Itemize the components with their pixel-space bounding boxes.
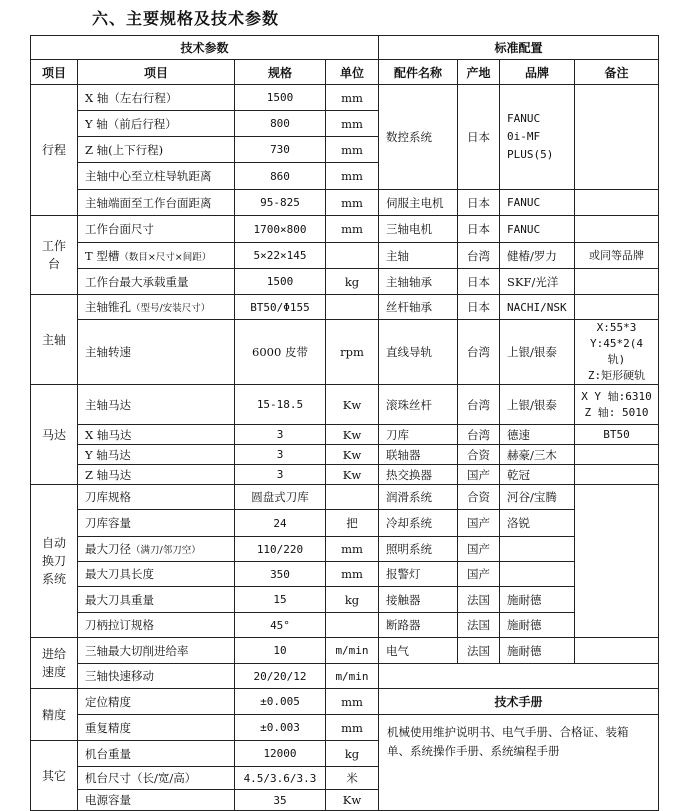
guide-origin: 台湾 [458,320,500,385]
contactor-origin: 法国 [458,587,500,613]
alarm-part: 报警灯 [379,562,458,587]
coupling-note [575,445,659,465]
guide-part: 直线导轨 [379,320,458,385]
heat-exchanger-origin: 国产 [458,465,500,485]
magazine-type-unit [326,485,379,510]
power-unit: Kw [326,790,379,811]
manual-text: 机械使用维护说明书、电气手册、合格证、装箱单、系统操作手册、系统编程手册 [379,715,659,811]
weight-item: 机台重量 [78,741,235,767]
screw-bearing-brand: NACHI/NSK [500,295,575,320]
cut-feed-spec: 10 [235,638,326,664]
section-travel: 行程 [31,85,78,216]
spindle-origin: 台湾 [458,243,500,269]
x-travel-unit: mm [326,85,379,111]
coupling-part: 联轴器 [379,445,458,465]
y-travel-spec: 800 [235,111,326,137]
z-travel-item: Z 轴(上下行程) [78,137,235,163]
table-size-spec: 1700×800 [235,216,326,243]
magazine-origin: 台湾 [458,425,500,445]
cnc-origin: 日本 [458,85,500,190]
table-size-item: 工作台面尺寸 [78,216,235,243]
servo-brand: FANUC [500,190,575,216]
col-spec-header: 规格 [235,60,326,85]
breaker-brand: 施耐德 [500,613,575,638]
spindle-taper-item [78,295,235,320]
spindle-bearing-part: 主轴轴承 [379,269,458,295]
col-part-header: 配件名称 [379,60,458,85]
dimensions-unit: 米 [326,767,379,790]
section-table: 工作台 [31,216,78,295]
col-unit-header: 单位 [326,60,379,85]
cut-feed-item: 三轴最大切削进给率 [78,638,235,664]
col-note-header: 备注 [575,60,659,85]
cnc-brand-line: FANUC [507,112,541,125]
col-item-header: 项目 [78,60,235,85]
guide-note-line: Y:45*2(4 轨) [590,337,643,366]
screw-bearing-part: 丝杆轴承 [379,295,458,320]
servo-part: 伺服主电机 [379,190,458,216]
electrical-note [575,638,659,664]
magazine-capacity-spec: 24 [235,510,326,537]
spindle-taper-unit [326,295,379,320]
weight-unit: kg [326,741,379,767]
max-tool-wt-unit: kg [326,587,379,613]
spindle-brand: 健椿/罗力 [500,243,575,269]
col-item-header: 项目 [31,60,78,85]
y-motor-unit: Kw [326,445,379,465]
rapid-spec: 20/20/12 [235,664,326,689]
repeat-item: 重复精度 [78,715,235,741]
guide-note-line: X:55*3 [596,321,637,334]
z-motor-item: Z 轴马达 [78,465,235,485]
spindle-speed-unit: rpm [326,320,379,385]
x-travel-spec: 1500 [235,85,326,111]
z-motor-spec: 3 [235,465,326,485]
positioning-unit: mm [326,689,379,715]
max-tool-len-spec: 350 [235,562,326,587]
section-motor: 马达 [31,385,78,485]
alarm-brand [500,562,575,587]
pull-stud-unit [326,613,379,638]
spec-table [30,35,659,811]
spindle-part: 主轴 [379,243,458,269]
contactor-brand: 施耐德 [500,587,575,613]
repeat-unit: mm [326,715,379,741]
x-motor-spec: 3 [235,425,326,445]
col-brand-header: 品牌 [500,60,575,85]
t-slot-item [78,243,235,269]
coolant-part: 冷却系统 [379,510,458,537]
y-travel-item: Y 轴（前后行程） [78,111,235,137]
y-motor-item: Y 轴马达 [78,445,235,465]
spindle-note: 或同等品牌 [575,243,659,269]
lube-brand: 河谷/宝腾 [500,485,575,510]
heat-exchanger-brand: 乾冠 [500,465,575,485]
pull-stud-spec: 45° [235,613,326,638]
std-config-header: 标准配置 [379,36,659,60]
spindle-motor-item: 主轴马达 [78,385,235,425]
magazine-type-spec: 圆盘式刀库 [235,485,326,510]
coolant-brand: 洛锐 [500,510,575,537]
ball-screw-origin: 台湾 [458,385,500,425]
cnc-note [575,85,659,190]
repeat-spec: ±0.003 [235,715,326,741]
axis-motor-brand: FANUC [500,216,575,243]
axis-motor-origin: 日本 [458,216,500,243]
ball-screw-brand: 上银/银泰 [500,385,575,425]
guide-note-line: Z:矩形硬轨 [587,369,646,382]
table-load-spec: 1500 [235,269,326,295]
cut-feed-unit: m/min [326,638,379,664]
electrical-origin: 法国 [458,638,500,664]
col-origin-header: 产地 [458,60,500,85]
ball-screw-note-line: X Y 轴:6310 [581,389,652,403]
electrical-part: 电气 [379,638,458,664]
coupling-origin: 合资 [458,445,500,465]
spindle-taper-label: 主轴锥孔 [85,300,131,314]
z-travel-unit: mm [326,137,379,163]
pull-stud-item: 刀柄拉订规格 [78,613,235,638]
power-item: 电源容量 [78,790,235,811]
heat-exchanger-part: 热交换器 [379,465,458,485]
spindle-motor-spec: 15-18.5 [235,385,326,425]
ball-screw-note [575,385,659,425]
cnc-brand [500,85,575,190]
magazine-capacity-unit: 把 [326,510,379,537]
magazine-capacity-item: 刀库容量 [78,510,235,537]
electrical-brand: 施耐德 [500,638,575,664]
max-tool-len-unit: mm [326,562,379,587]
x-motor-unit: Kw [326,425,379,445]
dimensions-item: 机台尺寸（长/宽/高） [78,767,235,790]
magazine-part: 刀库 [379,425,458,445]
atc-note-blank [575,485,659,638]
table-load-item: 工作台最大承载重量 [78,269,235,295]
spindle-taper-spec: BT50/Φ155 [235,295,326,320]
max-tool-wt-spec: 15 [235,587,326,613]
cnc-brand-line: 0i-MF [507,130,541,143]
tech-params-header: 技术参数 [31,36,379,60]
max-tool-wt-item: 最大刀具重量 [78,587,235,613]
z-motor-unit: Kw [326,465,379,485]
spindle-bearing-brand: SKF/光洋 [500,269,575,295]
table-load-unit: kg [326,269,379,295]
positioning-spec: ±0.005 [235,689,326,715]
spindle-bearing-origin: 日本 [458,269,500,295]
lighting-part: 照明系统 [379,537,458,562]
weight-spec: 12000 [235,741,326,767]
spindle-bearing-note [575,269,659,295]
spindle-column-unit: mm [326,163,379,190]
x-travel-item: X 轴（左右行程） [78,85,235,111]
section-spindle: 主轴 [31,295,78,385]
section-atc: 自动换刀系统 [31,485,78,638]
spindle-table-spec: 95-825 [235,190,326,216]
t-slot-label: T 型槽 [85,248,120,263]
max-tool-dia-unit: mm [326,537,379,562]
axis-motor-part: 三轴电机 [379,216,458,243]
y-motor-spec: 3 [235,445,326,465]
blank-config-cell [379,664,659,689]
max-tool-len-item: 最大刀具长度 [78,562,235,587]
max-tool-dia-label-detail: （满刀/邻刀空） [131,545,201,556]
spindle-speed-item: 主轴转速 [78,320,235,385]
screw-bearing-origin: 日本 [458,295,500,320]
guide-brand: 上银/银泰 [500,320,575,385]
t-slot-unit [326,243,379,269]
ball-screw-note-line: Z 轴: 5010 [584,405,649,419]
table-size-unit: mm [326,216,379,243]
spindle-taper-label-detail: （型号/安装尺寸） [131,303,211,314]
lighting-brand [500,537,575,562]
max-tool-dia-spec: 110/220 [235,537,326,562]
spindle-speed-spec: 6000 皮带 [235,320,326,385]
section-precision: 精度 [31,689,78,741]
spindle-table-item: 主轴端面至工作台面距离 [78,190,235,216]
rapid-item: 三轴快速移动 [78,664,235,689]
lube-origin: 合资 [458,485,500,510]
spindle-table-unit: mm [326,190,379,216]
section-other: 其它 [31,741,78,811]
y-travel-unit: mm [326,111,379,137]
heat-exchanger-note [575,465,659,485]
servo-origin: 日本 [458,190,500,216]
magazine-note: BT50 [575,425,659,445]
spindle-motor-unit: Kw [326,385,379,425]
guide-note [575,320,659,385]
x-motor-item: X 轴马达 [78,425,235,445]
ball-screw-part: 滚珠丝杆 [379,385,458,425]
alarm-origin: 国产 [458,562,500,587]
positioning-item: 定位精度 [78,689,235,715]
cnc-part: 数控系统 [379,85,458,190]
t-slot-label-detail: （数目×尺寸×间距） [119,251,212,263]
axis-motor-note [575,216,659,243]
z-travel-spec: 730 [235,137,326,163]
servo-note [575,190,659,216]
manual-title: 技术手册 [379,689,659,715]
dimensions-spec: 4.5/3.6/3.3 [235,767,326,790]
spindle-column-spec: 860 [235,163,326,190]
section-feed: 进给速度 [31,638,78,689]
breaker-part: 断路器 [379,613,458,638]
lighting-origin: 国产 [458,537,500,562]
screw-bearing-note [575,295,659,320]
spindle-column-item: 主轴中心至立柱导轨距离 [78,163,235,190]
page-title: 六、主要规格及技术参数 [92,9,280,28]
magazine-brand: 德速 [500,425,575,445]
contactor-part: 接触器 [379,587,458,613]
cnc-brand-line: PLUS(5) [507,148,554,161]
breaker-origin: 法国 [458,613,500,638]
lube-part: 润滑系统 [379,485,458,510]
max-tool-dia-label: 最大刀径 [85,542,131,556]
t-slot-spec: 5×22×145 [235,243,326,269]
magazine-type-item: 刀库规格 [78,485,235,510]
rapid-unit: m/min [326,664,379,689]
power-spec: 35 [235,790,326,811]
coolant-origin: 国产 [458,510,500,537]
coupling-brand: 赫豪/三木 [500,445,575,465]
max-tool-dia-item [78,537,235,562]
